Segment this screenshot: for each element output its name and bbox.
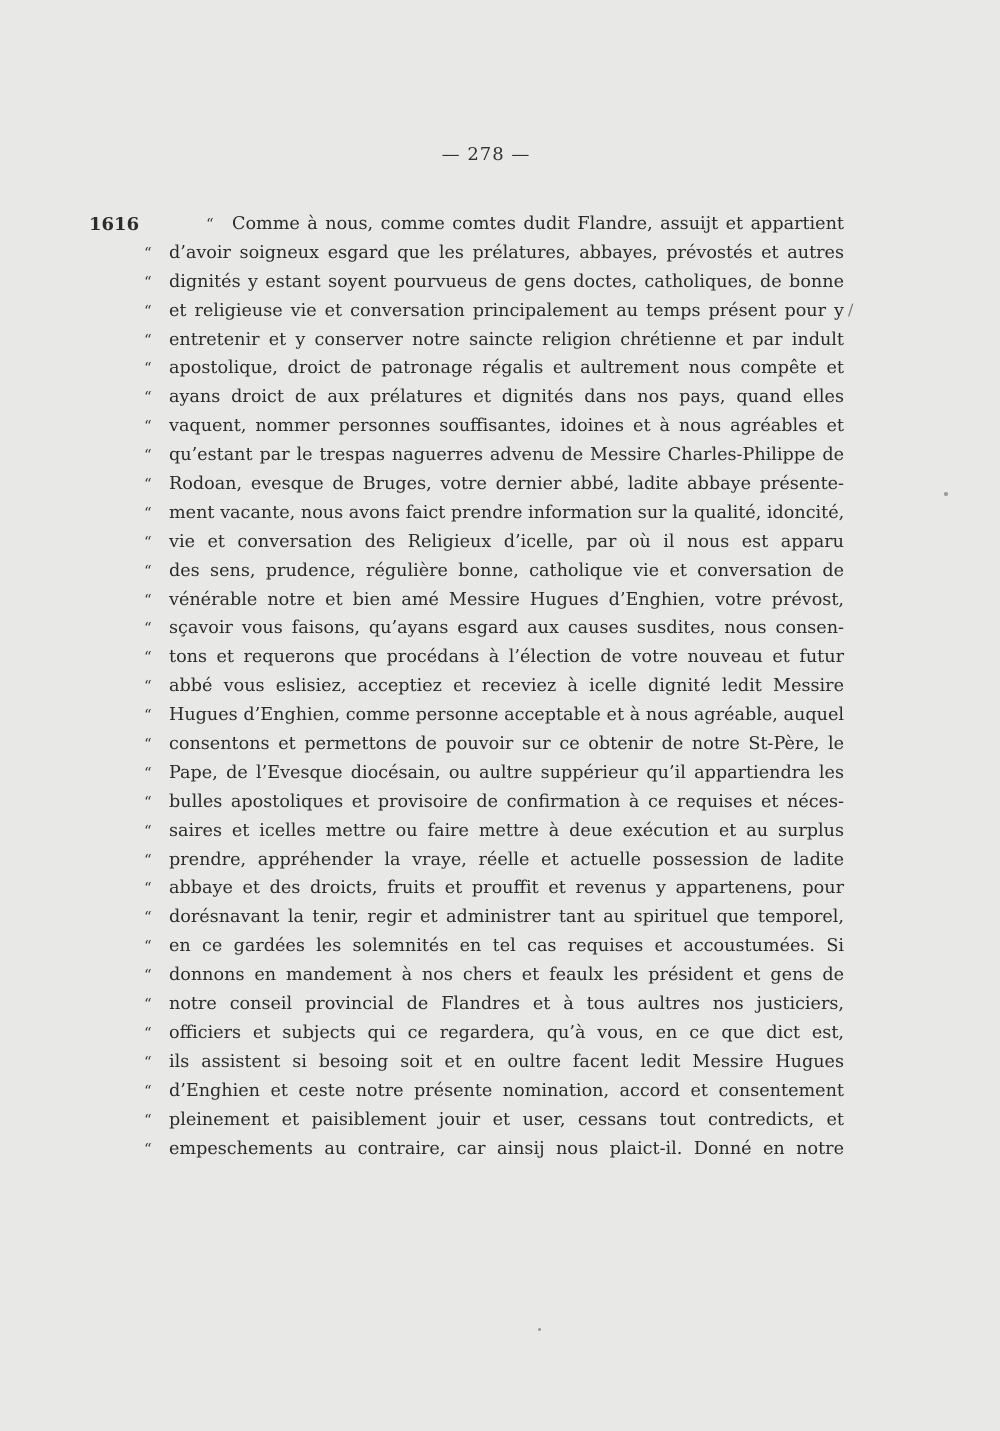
text-line bbox=[144, 936, 844, 965]
line-text: prendre, appréhender la vraye, réelle et actuelle possession de ladite bbox=[169, 849, 844, 870]
line-text: d’Enghien et ceste notre présente nomination, accord et consentement bbox=[169, 1080, 844, 1101]
text-line bbox=[144, 416, 844, 445]
quote-mark: “ bbox=[206, 215, 214, 233]
text-line bbox=[144, 618, 844, 647]
text-line bbox=[144, 1023, 844, 1052]
quote-mark: “ bbox=[144, 503, 152, 522]
quote-mark: “ bbox=[144, 735, 152, 754]
line-text: et religieuse vie et conversation principalement au temps présent pour y bbox=[169, 300, 844, 321]
line-text: vénérable notre et bien amé Messire Hugues d’Enghien, votre prévost, bbox=[169, 589, 844, 610]
line-text: ment vacante, nous avons faict prendre information sur la qualité, idoncité, bbox=[169, 502, 845, 523]
line-text: tons et requerons que procédans à l’élection de votre nouveau et futur bbox=[169, 647, 844, 668]
line-text: saires et icelles mettre ou faire mettre à deue exécution et au surplus bbox=[169, 820, 844, 841]
text-line bbox=[144, 330, 844, 359]
quote-mark: “ bbox=[144, 619, 152, 638]
line-text: ils assistent si besoing soit et en oultre facent ledit Messire Hugues bbox=[169, 1051, 844, 1072]
text-line bbox=[144, 561, 844, 590]
quote-mark: “ bbox=[144, 908, 152, 927]
quote-mark: “ bbox=[144, 359, 152, 378]
line-text: donnons en mandement à nos chers et feaulx les président et gens de bbox=[169, 965, 844, 986]
line-text: empeschements au contraire, car ainsij nous plaict-il. Donné en notre bbox=[169, 1138, 844, 1159]
quote-mark: “ bbox=[144, 850, 152, 869]
quote-mark: “ bbox=[144, 388, 152, 407]
text-line bbox=[144, 965, 844, 994]
line-text: abbaye et des droicts, fruits et prouffit et revenus y appartenens, pour bbox=[169, 878, 844, 899]
line-text: dorésnavant la tenir, regir et administrer tant au spirituel que temporel, bbox=[169, 907, 844, 928]
text-line bbox=[144, 1110, 844, 1139]
paper-speck bbox=[538, 1328, 541, 1331]
text-line bbox=[144, 821, 844, 850]
line-text: dignités y estant soyent pourvueus de gens doctes, catholiques, de bonne bbox=[169, 271, 844, 292]
quote-mark: “ bbox=[144, 821, 152, 840]
line-text: abbé vous eslisiez, acceptiez et receviez à icelle dignité ledit Messire bbox=[169, 676, 844, 697]
text-line bbox=[144, 503, 844, 532]
quote-mark: “ bbox=[144, 475, 152, 494]
line-text: sçavoir vous faisons, qu’ayans esgard aux causes susdites, nous consen- bbox=[169, 618, 844, 639]
text-line bbox=[144, 474, 844, 503]
line-text: d’avoir soigneux esgard que les prélatures, abbayes, prévostés et autres bbox=[169, 242, 844, 263]
text-line bbox=[144, 445, 844, 474]
quote-mark: “ bbox=[144, 792, 152, 811]
quote-mark: “ bbox=[144, 330, 152, 349]
text-line bbox=[144, 647, 844, 676]
quote-mark: “ bbox=[144, 272, 152, 291]
line-text: pleinement et paisiblement jouir et user, cessans tout contredicts, et bbox=[169, 1109, 844, 1130]
quote-mark: “ bbox=[144, 446, 152, 465]
quote-mark: “ bbox=[144, 301, 152, 320]
quote-mark: “ bbox=[144, 1023, 152, 1042]
text-line bbox=[144, 214, 844, 243]
text-line bbox=[144, 243, 844, 272]
quote-mark: “ bbox=[144, 763, 152, 782]
quote-mark: “ bbox=[144, 706, 152, 725]
line-text: qu’estant par le trespas naguerres advenu de Messire Charles-Philippe de bbox=[169, 445, 844, 466]
body-text bbox=[144, 214, 844, 1167]
quote-mark: “ bbox=[144, 417, 152, 436]
text-line bbox=[144, 676, 844, 705]
text-line bbox=[144, 1139, 844, 1168]
quote-mark: “ bbox=[144, 995, 152, 1014]
line-text: Comme à nous, comme comtes dudit Flandre, assuijt et appartient bbox=[232, 214, 844, 234]
quote-mark: “ bbox=[144, 1081, 152, 1100]
text-line bbox=[144, 301, 844, 330]
line-text: Hugues d’Enghien, comme personne acceptable et à nous agréable, auquel bbox=[169, 705, 844, 726]
line-text: apostolique, droict de patronage régalis et aultrement nous compête et bbox=[169, 358, 844, 379]
line-text: officiers et subjects qui ce regardera, qu’à vous, en ce que dict est, bbox=[169, 1022, 844, 1043]
quote-mark: “ bbox=[144, 677, 152, 696]
text-line bbox=[144, 532, 844, 561]
line-text: des sens, prudence, régulière bonne, catholique vie et conversation de bbox=[169, 560, 844, 581]
page-number: — 278 — bbox=[441, 144, 531, 165]
text-line bbox=[144, 763, 844, 792]
quote-mark: “ bbox=[144, 966, 152, 985]
quote-mark: “ bbox=[144, 243, 152, 262]
text-line bbox=[144, 705, 844, 734]
line-text: bulles apostoliques et provisoire de confirmation à ce requises et néces- bbox=[169, 791, 844, 812]
paper-speck bbox=[944, 492, 948, 496]
quote-mark: “ bbox=[144, 532, 152, 551]
quote-mark: “ bbox=[144, 590, 152, 609]
text-line bbox=[144, 734, 844, 763]
line-text: ayans droict de aux prélatures et dignités dans nos pays, quand elles bbox=[169, 387, 844, 408]
text-line bbox=[144, 907, 844, 936]
text-line bbox=[144, 1052, 844, 1081]
line-text: vaquent, nommer personnes souffisantes, idoines et à nous agréables et bbox=[169, 416, 844, 437]
line-text: vie et conversation des Religieux d’icelle, par où il nous est apparu bbox=[169, 531, 844, 552]
quote-mark: “ bbox=[144, 879, 152, 898]
line-text: entretenir et y conserver notre saincte religion chrétienne et par indult bbox=[169, 329, 844, 350]
margin-year-note: 1616 bbox=[89, 214, 140, 235]
line-text: notre conseil provincial de Flandres et à tous aultres nos justiciers, bbox=[169, 994, 844, 1015]
text-line bbox=[144, 792, 844, 821]
text-line bbox=[144, 358, 844, 387]
quote-mark: “ bbox=[144, 1139, 152, 1158]
line-text: Pape, de l’Evesque diocésain, ou aultre suppérieur qu’il appartiendra les bbox=[169, 762, 844, 783]
line-text: Rodoan, evesque de Bruges, votre dernier abbé, ladite abbaye présente- bbox=[169, 474, 844, 495]
quote-mark: “ bbox=[144, 1052, 152, 1071]
quote-mark: “ bbox=[144, 937, 152, 956]
quote-mark: “ bbox=[144, 648, 152, 667]
text-line bbox=[144, 387, 844, 416]
text-line bbox=[144, 272, 844, 301]
text-line bbox=[144, 850, 844, 879]
quote-mark: “ bbox=[144, 561, 152, 580]
text-line bbox=[144, 1081, 844, 1110]
stray-pencil-mark: / bbox=[848, 300, 854, 319]
line-text: consentons et permettons de pouvoir sur ce obtenir de notre St-Père, le bbox=[169, 734, 844, 755]
text-line bbox=[144, 590, 844, 619]
quote-mark: “ bbox=[144, 1110, 152, 1129]
text-line bbox=[144, 878, 844, 907]
text-line bbox=[144, 994, 844, 1023]
line-text: en ce gardées les solemnités en tel cas requises et accoustumées. Si bbox=[169, 936, 844, 957]
